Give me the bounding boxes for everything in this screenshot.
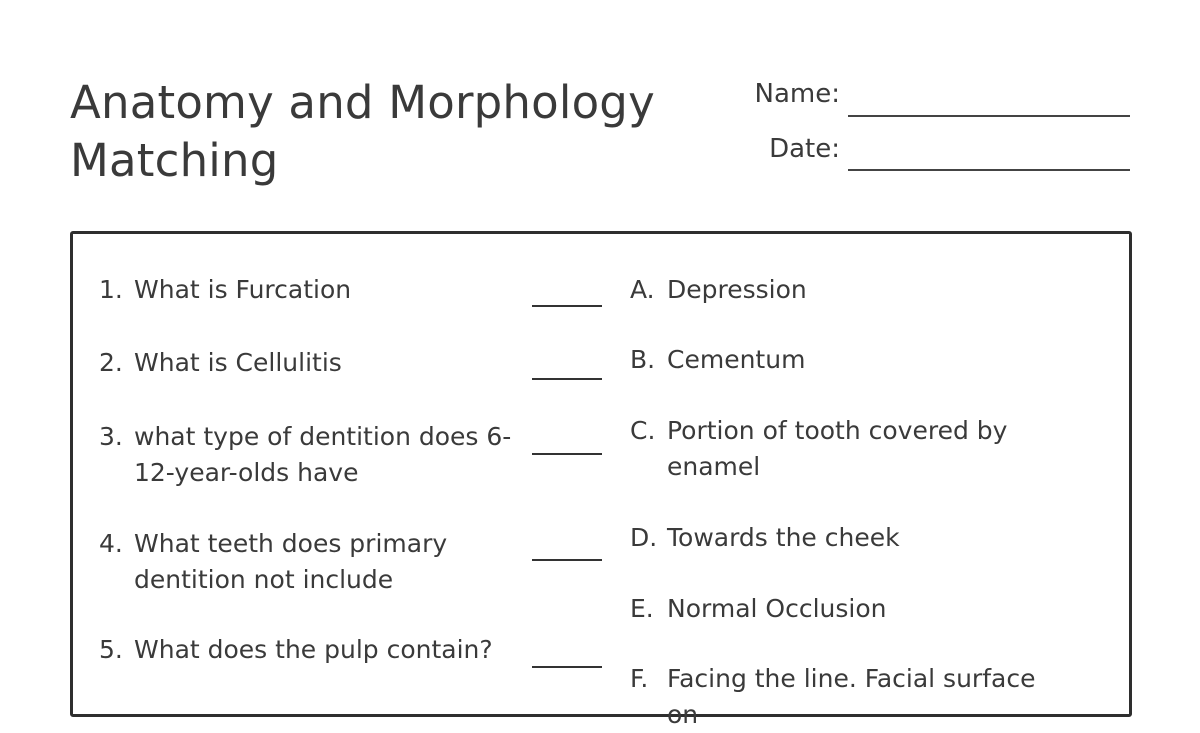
matching-box — [70, 231, 1132, 729]
answer-blank[interactable] — [532, 453, 602, 455]
worksheet-title: Anatomy and Morphology Matching — [70, 76, 655, 187]
question-item — [99, 632, 519, 668]
answer-option — [630, 520, 1050, 556]
question-text: what type of dentition does 6-12-year-olds have — [134, 422, 512, 487]
question-number: 4. — [99, 529, 123, 558]
question-item — [99, 345, 519, 381]
answer-option — [630, 591, 1050, 627]
question-item — [99, 419, 519, 491]
answer-option — [630, 342, 1050, 378]
question-text: What teeth does primary dentition not include — [134, 529, 448, 594]
name-label: Name: — [754, 79, 840, 109]
answer-text: Portion of tooth covered by enamel — [667, 416, 1008, 481]
answer-letter: B. — [630, 345, 656, 374]
answer-blank[interactable] — [532, 378, 602, 380]
answer-text: Towards the cheek — [667, 523, 900, 552]
question-text: What is Furcation — [134, 275, 352, 304]
answer-option — [630, 413, 1050, 485]
question-text: What is Cellulitis — [134, 348, 342, 377]
question-item — [99, 272, 519, 308]
answer-letter: E. — [630, 594, 654, 623]
date-field-line[interactable] — [848, 169, 1130, 171]
answer-text: Cementum — [667, 345, 806, 374]
question-number: 2. — [99, 348, 123, 377]
question-text: What does the pulp contain? — [134, 635, 493, 664]
question-number: 3. — [99, 422, 123, 451]
answer-blank[interactable] — [532, 559, 602, 561]
answer-text: Facing the line. Facial surface on — [667, 664, 1036, 729]
answer-text: Normal Occlusion — [667, 594, 887, 623]
question-number: 1. — [99, 275, 123, 304]
date-label: Date: — [769, 134, 840, 164]
name-field-line[interactable] — [848, 115, 1130, 117]
answer-letter: A. — [630, 275, 655, 304]
answer-letter: F. — [630, 664, 649, 693]
answer-blank[interactable] — [532, 305, 602, 307]
answer-letter: D. — [630, 523, 658, 552]
answer-option — [630, 272, 1050, 308]
answer-text: Depression — [667, 275, 807, 304]
answer-option — [630, 661, 1050, 733]
answer-letter: C. — [630, 416, 656, 445]
answer-blank[interactable] — [532, 666, 602, 668]
question-number: 5. — [99, 635, 123, 664]
question-item — [99, 526, 519, 598]
